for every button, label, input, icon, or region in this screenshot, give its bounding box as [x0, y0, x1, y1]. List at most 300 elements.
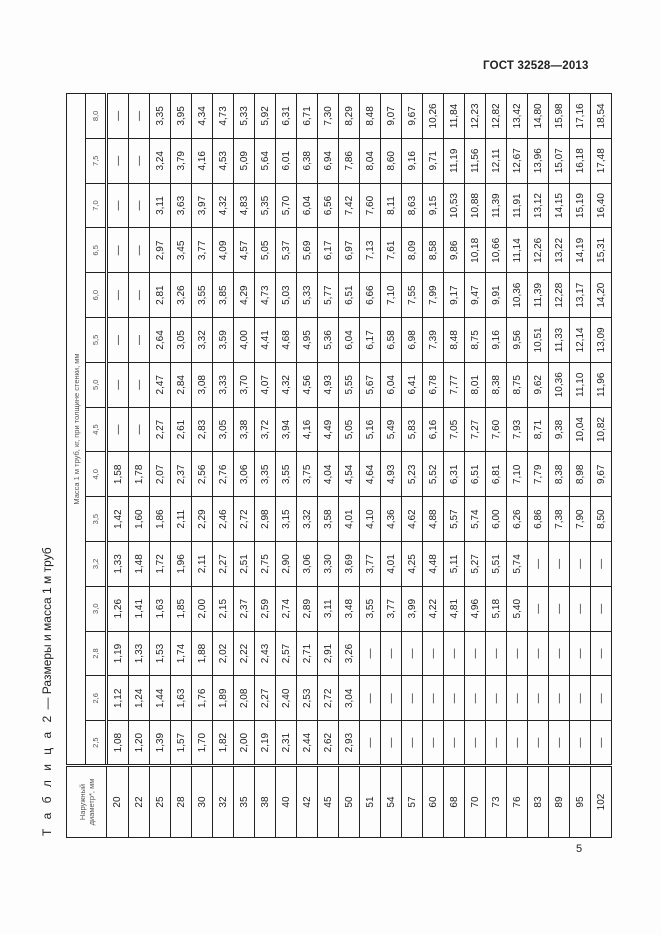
mass-cell: — — [591, 542, 612, 587]
mass-cell: — — [591, 676, 612, 721]
mass-cell: 12,23 — [465, 94, 486, 139]
mass-cell: — — [486, 721, 507, 766]
diameter-cell: 57 — [402, 766, 423, 838]
mass-cell: 3,30 — [318, 542, 339, 587]
mass-cell: 9,07 — [381, 94, 402, 139]
mass-cell: 4,83 — [234, 183, 255, 228]
mass-cell: 1,76 — [192, 676, 213, 721]
mass-cell: 2,22 — [234, 631, 255, 676]
table-row — [381, 94, 402, 838]
table-row — [528, 94, 549, 838]
mass-cell: 5,49 — [381, 407, 402, 452]
diameter-cell: 68 — [444, 766, 465, 838]
mass-cell: 11,39 — [528, 273, 549, 318]
mass-cell: 8,63 — [402, 183, 423, 228]
mass-cell: 3,32 — [297, 497, 318, 542]
mass-cell: — — [444, 631, 465, 676]
mass-cell: 2,15 — [213, 586, 234, 631]
mass-cell: 3,55 — [192, 273, 213, 318]
mass-cell: 3,63 — [171, 183, 192, 228]
mass-cell: 2,75 — [255, 542, 276, 587]
mass-cell: — — [507, 676, 528, 721]
mass-cell: 4,73 — [255, 273, 276, 318]
mass-cell: 5,16 — [360, 407, 381, 452]
mass-cell: 5,33 — [297, 273, 318, 318]
mass-cell: 11,33 — [549, 318, 570, 363]
mass-cell: 4,93 — [381, 452, 402, 497]
mass-cell: 4,95 — [297, 318, 318, 363]
mass-cell: 1,48 — [129, 542, 150, 587]
diameter-cell: 38 — [255, 766, 276, 838]
table-row — [276, 94, 297, 838]
mass-cell: 5,36 — [318, 318, 339, 363]
mass-cell: 7,39 — [423, 318, 444, 363]
mass-cell: 2,53 — [297, 676, 318, 721]
mass-cell: 4,01 — [381, 542, 402, 587]
mass-cell: 6,41 — [402, 362, 423, 407]
mass-cell: 11,14 — [507, 228, 528, 273]
diameter-cell: 30 — [192, 766, 213, 838]
mass-cell: 11,10 — [570, 362, 591, 407]
mass-cell: 3,75 — [297, 452, 318, 497]
table-row — [192, 94, 213, 838]
mass-cell: 6,58 — [381, 318, 402, 363]
mass-cell: 3,55 — [360, 586, 381, 631]
mass-cell: 2,37 — [234, 586, 255, 631]
table-row — [171, 94, 192, 838]
page-number: 5 — [576, 843, 583, 855]
mass-cell: 4,68 — [276, 318, 297, 363]
mass-cell: 1,88 — [192, 631, 213, 676]
mass-cell: 8,48 — [360, 94, 381, 139]
mass-cell: 4,07 — [255, 362, 276, 407]
mass-cell: 11,39 — [486, 183, 507, 228]
mass-cell: 3,95 — [171, 94, 192, 139]
mass-cell: 3,06 — [297, 542, 318, 587]
mass-cell: — — [549, 676, 570, 721]
mass-cell: 9,62 — [528, 362, 549, 407]
thickness-header-cell: 5,0 — [86, 362, 107, 407]
thickness-header-cell: 8,0 — [86, 94, 107, 139]
mass-cell: — — [107, 228, 129, 273]
mass-cell: 3,94 — [276, 407, 297, 452]
document-header: ГОСТ 32528—2013 — [483, 60, 589, 72]
mass-cell: — — [129, 138, 150, 183]
mass-cell: 5,67 — [360, 362, 381, 407]
mass-cell: 8,38 — [486, 362, 507, 407]
mass-cell: 2,56 — [192, 452, 213, 497]
diameter-cell: 28 — [171, 766, 192, 838]
diameter-cell: 89 — [549, 766, 570, 838]
mass-cell: 7,86 — [339, 138, 360, 183]
mass-cell: 5,74 — [465, 497, 486, 542]
mass-cell: 12,11 — [486, 138, 507, 183]
mass-cell: 4,09 — [213, 228, 234, 273]
mass-cell: 10,26 — [423, 94, 444, 139]
mass-cell: 4,00 — [234, 318, 255, 363]
mass-cell: 6,98 — [402, 318, 423, 363]
mass-cell: 5,23 — [402, 452, 423, 497]
mass-cell: 13,17 — [570, 273, 591, 318]
mass-cell: 3,05 — [213, 407, 234, 452]
mass-cell: 2,97 — [150, 228, 171, 273]
mass-cell: — — [528, 676, 549, 721]
mass-cell: 1,60 — [129, 497, 150, 542]
mass-cell: 1,86 — [150, 497, 171, 542]
mass-cell: 7,79 — [528, 452, 549, 497]
mass-cell: — — [423, 721, 444, 766]
mass-cell: 6,17 — [318, 228, 339, 273]
mass-cell: 6,04 — [381, 362, 402, 407]
mass-cell: — — [591, 721, 612, 766]
mass-cell: — — [465, 631, 486, 676]
table-row — [129, 94, 150, 838]
mass-cell: — — [129, 362, 150, 407]
mass-cell: — — [507, 631, 528, 676]
mass-cell: 6,31 — [276, 94, 297, 139]
mass-cell: 2,27 — [150, 407, 171, 452]
mass-cell: 6,56 — [318, 183, 339, 228]
mass-cell: — — [486, 676, 507, 721]
mass-cell: — — [129, 183, 150, 228]
mass-cell: 10,51 — [528, 318, 549, 363]
mass-cell: — — [528, 721, 549, 766]
mass-cell: 10,04 — [570, 407, 591, 452]
mass-cell: 4,48 — [423, 542, 444, 587]
mass-cell: 4,56 — [297, 362, 318, 407]
mass-cell: 3,69 — [339, 542, 360, 587]
thickness-header-cell: 5,5 — [86, 318, 107, 363]
mass-cell: 3,38 — [234, 407, 255, 452]
mass-cell: 2,29 — [192, 497, 213, 542]
table-row — [107, 94, 129, 838]
mass-cell: 4,10 — [360, 497, 381, 542]
mass-cell: 6,78 — [423, 362, 444, 407]
mass-cell: 6,51 — [339, 273, 360, 318]
table-row — [570, 94, 591, 838]
mass-cell: 1,12 — [107, 676, 129, 721]
mass-cell: 7,99 — [423, 273, 444, 318]
mass-cell: 5,05 — [339, 407, 360, 452]
mass-cell: 2,83 — [192, 407, 213, 452]
mass-cell: 10,36 — [549, 362, 570, 407]
mass-cell: 16,18 — [570, 138, 591, 183]
mass-cell: 9,47 — [465, 273, 486, 318]
mass-cell: 13,22 — [549, 228, 570, 273]
mass-cell: 6,71 — [297, 94, 318, 139]
mass-cell: — — [129, 407, 150, 452]
mass-cell: 3,26 — [339, 631, 360, 676]
mass-cell: 3,55 — [276, 452, 297, 497]
mass-cell: 7,61 — [381, 228, 402, 273]
mass-cell: 10,66 — [486, 228, 507, 273]
mass-cell: 3,45 — [171, 228, 192, 273]
mass-cell: — — [486, 631, 507, 676]
thickness-header-cell: 3,0 — [86, 586, 107, 631]
mass-cell: 6,16 — [423, 407, 444, 452]
mass-cell: 2,46 — [213, 497, 234, 542]
mass-cell: 10,82 — [591, 407, 612, 452]
mass-cell: 4,93 — [318, 362, 339, 407]
mass-cell: 5,55 — [339, 362, 360, 407]
mass-cell: 7,55 — [402, 273, 423, 318]
mass-cell: 7,10 — [507, 452, 528, 497]
thickness-header-cell: 4,5 — [86, 407, 107, 452]
mass-cell: 2,81 — [150, 273, 171, 318]
mass-cell: 8,38 — [549, 452, 570, 497]
mass-cell: — — [360, 631, 381, 676]
diameter-cell: 54 — [381, 766, 402, 838]
mass-cell: 1,24 — [129, 676, 150, 721]
mass-cell: 5,40 — [507, 586, 528, 631]
mass-cell: — — [591, 586, 612, 631]
mass-cell: 1,39 — [150, 721, 171, 766]
mass-cell: 8,48 — [444, 318, 465, 363]
mass-cell: 5,35 — [255, 183, 276, 228]
mass-cell: 8,71 — [528, 407, 549, 452]
diameter-header: Наружный диаметр*, мм — [67, 766, 107, 838]
rotated-table-block — [36, 93, 607, 838]
thickness-header-cell: 3,5 — [86, 497, 107, 542]
mass-cell: 2,44 — [297, 721, 318, 766]
table-row — [465, 94, 486, 838]
mass-cell: 10,36 — [507, 273, 528, 318]
mass-cell: 5,11 — [444, 542, 465, 587]
mass-cell: 11,19 — [444, 138, 465, 183]
mass-cell: 3,33 — [213, 362, 234, 407]
mass-cell: — — [381, 631, 402, 676]
table-row — [339, 94, 360, 838]
mass-cell: 7,90 — [570, 497, 591, 542]
mass-cell: 2,19 — [255, 721, 276, 766]
mass-cell: 1,58 — [107, 452, 129, 497]
mass-cell: 2,91 — [318, 631, 339, 676]
mass-cell: 1,85 — [171, 586, 192, 631]
mass-cell: 6,17 — [360, 318, 381, 363]
mass-cell: 9,38 — [549, 407, 570, 452]
mass-cell: 2,57 — [276, 631, 297, 676]
mass-cell: 6,04 — [297, 183, 318, 228]
mass-cell: 6,31 — [444, 452, 465, 497]
mass-cell: 4,57 — [234, 228, 255, 273]
diameter-cell: 25 — [150, 766, 171, 838]
mass-cell: 8,50 — [591, 497, 612, 542]
table-row — [507, 94, 528, 838]
mass-cell: 1,33 — [107, 542, 129, 587]
mass-cell: 2,00 — [234, 721, 255, 766]
mass-cell: 1,63 — [150, 586, 171, 631]
mass-cell: 2,64 — [150, 318, 171, 363]
diameter-cell: 35 — [234, 766, 255, 838]
diameter-cell: 70 — [465, 766, 486, 838]
mass-cell: 4,16 — [297, 407, 318, 452]
mass-cell: 3,72 — [255, 407, 276, 452]
mass-cell: 4,73 — [213, 94, 234, 139]
mass-cell: 4,64 — [360, 452, 381, 497]
mass-cell: 2,07 — [150, 452, 171, 497]
mass-cell: 16,40 — [591, 183, 612, 228]
mass-cell: 4,25 — [402, 542, 423, 587]
table-row — [423, 94, 444, 838]
thickness-header-cell: 2,8 — [86, 631, 107, 676]
mass-cell: 4,22 — [423, 586, 444, 631]
mass-cell: 1,74 — [171, 631, 192, 676]
mass-header: Масса 1 м труб, кг, при толщине стенки, мм — [67, 94, 86, 766]
mass-cell: 6,00 — [486, 497, 507, 542]
mass-cell: 6,38 — [297, 138, 318, 183]
mass-cell: 3,99 — [402, 586, 423, 631]
mass-cell: 4,96 — [465, 586, 486, 631]
mass-cell: 9,16 — [486, 318, 507, 363]
mass-cell: 9,71 — [423, 138, 444, 183]
mass-cell: 4,88 — [423, 497, 444, 542]
mass-cell: — — [591, 631, 612, 676]
mass-cell: — — [549, 586, 570, 631]
mass-cell: 3,15 — [276, 497, 297, 542]
mass-cell: 3,77 — [381, 586, 402, 631]
mass-cell: 5,27 — [465, 542, 486, 587]
mass-cell: 14,15 — [549, 183, 570, 228]
mass-cell: 7,60 — [486, 407, 507, 452]
mass-cell: 8,29 — [339, 94, 360, 139]
diameter-cell: 83 — [528, 766, 549, 838]
mass-cell: 3,32 — [192, 318, 213, 363]
mass-cell: 15,07 — [549, 138, 570, 183]
mass-cell: — — [402, 721, 423, 766]
mass-cell: 4,34 — [192, 94, 213, 139]
mass-cell: 4,16 — [192, 138, 213, 183]
mass-cell: 1,82 — [213, 721, 234, 766]
mass-cell: 7,93 — [507, 407, 528, 452]
mass-cell: — — [381, 676, 402, 721]
mass-cell: — — [107, 318, 129, 363]
mass-cell: 11,56 — [465, 138, 486, 183]
mass-cell: — — [107, 273, 129, 318]
mass-cell: — — [465, 721, 486, 766]
table-caption-text: — Размеры и масса 1 м труб — [40, 547, 54, 713]
mass-cell: 2,90 — [276, 542, 297, 587]
mass-cell: 12,82 — [486, 94, 507, 139]
mass-cell: 2,72 — [318, 676, 339, 721]
mass-cell: 1,19 — [107, 631, 129, 676]
mass-cell: — — [360, 721, 381, 766]
mass-cell: 3,24 — [150, 138, 171, 183]
mass-cell: 5,77 — [318, 273, 339, 318]
mass-cell: 4,04 — [318, 452, 339, 497]
table-row — [549, 94, 570, 838]
mass-cell: 3,35 — [255, 452, 276, 497]
mass-cell: 4,49 — [318, 407, 339, 452]
mass-cell: 3,58 — [318, 497, 339, 542]
thickness-header-cell: 7,5 — [86, 138, 107, 183]
mass-cell: 1,96 — [171, 542, 192, 587]
mass-cell: 2,98 — [255, 497, 276, 542]
mass-cell: 5,51 — [486, 542, 507, 587]
diameter-cell: 102 — [591, 766, 612, 838]
mass-cell: 1,33 — [129, 631, 150, 676]
diameter-cell: 42 — [297, 766, 318, 838]
mass-cell: 11,91 — [507, 183, 528, 228]
mass-cell: — — [129, 228, 150, 273]
mass-cell: 9,16 — [402, 138, 423, 183]
mass-cell: 2,47 — [150, 362, 171, 407]
mass-cell: — — [402, 676, 423, 721]
mass-cell: 4,01 — [339, 497, 360, 542]
mass-cell: 11,84 — [444, 94, 465, 139]
mass-cell: 2,89 — [297, 586, 318, 631]
mass-cell: 6,66 — [360, 273, 381, 318]
mass-cell: — — [549, 542, 570, 587]
mass-cell: 2,76 — [213, 452, 234, 497]
mass-cell: 1,44 — [150, 676, 171, 721]
mass-cell: 3,35 — [150, 94, 171, 139]
thickness-header-cell: 6,0 — [86, 273, 107, 318]
mass-cell: 13,42 — [507, 94, 528, 139]
mass-cell: 8,75 — [507, 362, 528, 407]
table-row — [234, 94, 255, 838]
mass-cell: 4,36 — [381, 497, 402, 542]
mass-cell: 2,62 — [318, 721, 339, 766]
mass-cell: 4,53 — [213, 138, 234, 183]
table-row — [591, 94, 612, 838]
mass-cell: 4,81 — [444, 586, 465, 631]
mass-cell: 3,85 — [213, 273, 234, 318]
mass-cell: 3,59 — [213, 318, 234, 363]
mass-cell: 5,09 — [234, 138, 255, 183]
mass-cell: 4,32 — [213, 183, 234, 228]
mass-cell: 7,05 — [444, 407, 465, 452]
mass-cell: 15,98 — [549, 94, 570, 139]
table-caption — [36, 93, 66, 838]
diameter-cell: 20 — [107, 766, 129, 838]
table-row — [150, 94, 171, 838]
diameter-cell: 50 — [339, 766, 360, 838]
mass-cell: 2,37 — [171, 452, 192, 497]
thickness-header-cell: 2,5 — [86, 721, 107, 766]
mass-cell: 5,69 — [297, 228, 318, 273]
mass-cell: — — [107, 362, 129, 407]
mass-cell: 1,72 — [150, 542, 171, 587]
mass-cell: — — [402, 631, 423, 676]
table-body — [107, 94, 612, 838]
mass-cell: — — [381, 721, 402, 766]
mass-cell: 7,77 — [444, 362, 465, 407]
mass-cell: — — [570, 586, 591, 631]
mass-cell: 18,54 — [591, 94, 612, 139]
mass-cell: 5,37 — [276, 228, 297, 273]
mass-cell: 8,09 — [402, 228, 423, 273]
table-row — [402, 94, 423, 838]
diameter-cell: 73 — [486, 766, 507, 838]
mass-cell: 5,18 — [486, 586, 507, 631]
mass-cell: 6,94 — [318, 138, 339, 183]
mass-cell: 1,70 — [192, 721, 213, 766]
diameter-cell: 45 — [318, 766, 339, 838]
thickness-header-cell: 7,0 — [86, 183, 107, 228]
mass-cell: 5,74 — [507, 542, 528, 587]
diameter-cell: 76 — [507, 766, 528, 838]
mass-cell: 14,19 — [570, 228, 591, 273]
mass-cell: 9,15 — [423, 183, 444, 228]
mass-cell: 7,38 — [549, 497, 570, 542]
mass-cell: — — [423, 676, 444, 721]
mass-cell: 10,53 — [444, 183, 465, 228]
thickness-header-cell: 6,5 — [86, 228, 107, 273]
mass-cell: 2,74 — [276, 586, 297, 631]
mass-cell: 7,42 — [339, 183, 360, 228]
mass-cell: 4,62 — [402, 497, 423, 542]
mass-cell: — — [107, 183, 129, 228]
